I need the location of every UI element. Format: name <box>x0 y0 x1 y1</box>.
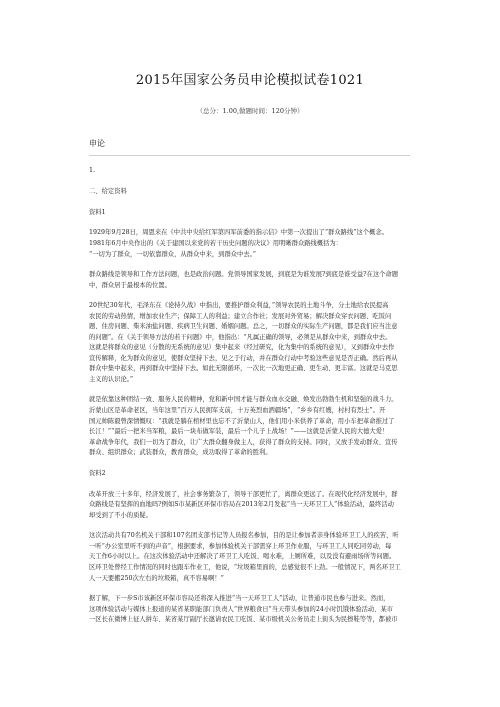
section-divider <box>89 155 410 156</box>
part-heading: 二、给定资料 <box>89 187 127 195</box>
paragraph-line: 一听“办公室里听不到的声音”，根据要求，参加体验机关干部需穿上环卫作业服，与环卫工人同吃同劳动，每 <box>89 542 392 550</box>
paragraph-line: 却受到了不小的质疑。 <box>89 511 152 519</box>
paragraph-line: “一切为了群众，一切依靠群众，从群众中来，到群众中去。” <box>89 250 257 258</box>
paragraph-line: 群众路线是领导和工作方法问题，也是政治问题。党领导国家发展，到底是为谁发展?到底是谁受益?在这个命题 <box>89 270 399 278</box>
paragraph-line: 群众中集中起来，再到群众中坚持下去。如此无限循环，一次比一次地更正确、更生动、更丰富。这就是马克思 <box>89 365 398 373</box>
material-paragraph <box>89 490 414 522</box>
paragraph-line: 中，群众居于最根本的位置。 <box>89 281 171 289</box>
paragraph-line: 群众、组织群众；武装群众，教育群众，成功取得了革命的胜利。 <box>89 449 272 457</box>
question-body <box>89 166 414 636</box>
paragraph-line: 革命战争年代，我们一切为了群众，让广大群众翻身做主人，获得了群众的支持。同时，又放手发动群众、宣传 <box>89 438 398 446</box>
paragraph-line: 20世纪30年代，毛泽东在《论持久战》中指出，要推护群众利益，”领导农民的土地斗争，分土地给农民提高 <box>89 301 389 309</box>
paragraph-line: 沂蒙山区是革命老区，当年这里“百万人民拥军支前，十万英烈血洒疆场”，“乡乡有红嫂，村村有烈士”。开 <box>89 407 386 415</box>
paragraph-line: 众路线是有坚挥的血地吗?例如S市某新区环保市容局在2013年2月发起“当一天环卫工人”体验活动，最终活动 <box>89 501 394 509</box>
material-paragraph <box>89 531 414 584</box>
paragraph-line: 人一天要搬250次左右的垃圾箱，真不容易啊！” <box>89 574 224 582</box>
paragraph-line: 天工作6小时以上。在这次体验活动中还解决了环卫工人吃饭、喝水难，上厕所难，以及没有避雨场所等问题。 <box>89 553 396 561</box>
paragraph-line: 的问题”。在《关于领导方法的若干问题》中，他指出：“凡属正确的领导，必须是从群众中来，到群众中去。 <box>89 333 392 341</box>
paragraph-line: 区环卫处曾经工作情况的同时也跟车作业工，他说，“垃圾箱里面的，总感觉很不上劲。一般情况下，两名环卫工 <box>89 563 401 571</box>
section-label: 申论 <box>89 139 105 148</box>
paragraph-line: 农民的劳动热情，增加农业生产；保障工人的利益；建立合作社；发展对外贸易；解决群众穿衣问题、吃饭问 <box>89 312 392 320</box>
material-label: 资料1 <box>89 208 106 216</box>
material-label: 资料2 <box>89 469 106 477</box>
paragraph-line: 主义的认识论。” <box>89 376 134 384</box>
paragraph-line: 这次活动共有70名机关干部和107名团支部书记等人员报名参加，目的是让参加者亲身体验环卫工人的疾苦，听 <box>89 532 399 540</box>
paragraph-line: 一区长在微博上征人拼车、某省某厅副厅长邀请农民工吃饭、某市级机关公务员走上街头为民擦鞋等等，都被市 <box>89 616 398 624</box>
paragraph-line: 长江！”“最后一把米当军粮，最后一块布做军装，最后一个儿子上战场！”——这就是沂蒙人民的大德大爱！ <box>89 428 389 436</box>
paragraph-line: 宣传解释，化为群众的意见，使群众坚持下去，见之于行动，并在群众行动中考验这些意见是否正确。然后再从 <box>89 354 398 362</box>
paragraph-line: 1929年9月28日，周恩来在《中共中央给红军第四军前委的指示信》中第一次提出了“群众路线”这个概念。 <box>89 229 388 237</box>
question-number: 1. <box>89 167 96 174</box>
paragraph-line: 题、住房问题、柴米油盐问题、疾病卫生问题、婚姻问题。总之，一切群众的实际生产问题，都是我们应当注意 <box>89 323 398 331</box>
materials-list <box>89 208 414 636</box>
material-paragraph <box>89 594 414 626</box>
material-paragraph <box>89 228 414 260</box>
paragraph-line: 这就是将群众的意见（分散的无系统的意见）集中起来（经过研究，化为集中的系统的意见），又到群众中去作 <box>89 344 395 352</box>
material-paragraph <box>89 395 414 459</box>
paragraph-line: 改革开放三十多年，经济发展了，社会事务繁杂了，领导干部更忙了，离群众更远了。在现代化经济发展中，群 <box>89 490 398 498</box>
exam-meta: （总分：1.00,做题时间：120分钟） <box>196 107 304 115</box>
paragraph-line: 这项体验活动与媒体上报道的某省某职能部门负责人“世界粮食日”当天带头参加的24小时饥饿体验活动、某市 <box>89 605 394 613</box>
paragraph-line: 国元帅陈毅曾深情慨叹：“我就是躺在棺材里也忘不了沂蒙山人，他们用小米供养了革命，用小车把革命推过了 <box>89 417 395 425</box>
material-paragraph <box>89 301 414 386</box>
page-title: 2015年国家公务员申论模拟试卷1021 <box>135 73 365 88</box>
paragraph-line: 据了解，下一步S市该新区环保市容局还将深入推进“当一天环卫工人”活动，让普通市民也参与进来。然而， <box>89 594 390 602</box>
paragraph-line: 1981年6月中央作出的《关于建国以来党的若干历史问题的决议》用明晰群众路线概括为： <box>89 239 343 247</box>
paragraph-line: 就是依靠这种团结一致、服务人民的精神，党和新中国才能与群众血水交融、焕发出勃勃生机和坚强的战斗力。 <box>89 396 398 404</box>
material-paragraph <box>89 270 414 291</box>
